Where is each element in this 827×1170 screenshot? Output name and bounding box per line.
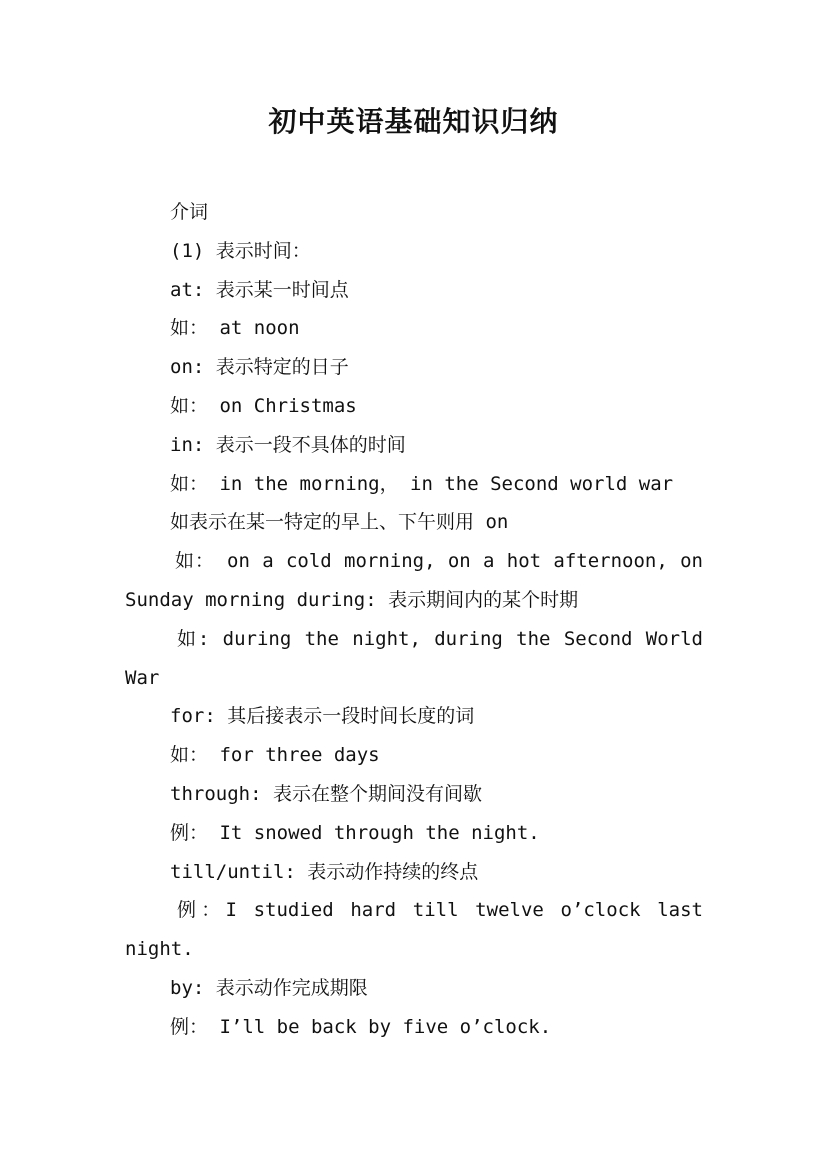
text-line: in: 表示一段不具体的时间: [170, 433, 406, 456]
heading-prepositions: 介词: [170, 201, 209, 223]
text-line: through: 表示在整个期间没有间歇: [170, 782, 482, 805]
section-time-heading: (1) 表示时间：: [170, 239, 311, 262]
example-line: 如: during the night, during the Second World: [177, 627, 703, 650]
text-line: night.: [125, 938, 194, 961]
text-line: at: 表示某一时间点: [170, 278, 349, 301]
example-line: 例：I studied hard till twelve o’clock last: [177, 899, 703, 922]
text-line: by: 表示动作完成期限: [170, 976, 368, 999]
text-line: for: 其后接表示一段时间长度的词: [170, 705, 475, 728]
text-line: War: [125, 666, 160, 689]
example-line: 如： at noon: [170, 317, 300, 340]
example-line: 如： for three days: [170, 744, 380, 767]
text-line: 如表示在某一特定的早上、下午则用 on: [170, 511, 509, 534]
text-line: till/until: 表示动作持续的终点: [170, 860, 479, 883]
example-line: 例： I’ll be back by five o’clock.: [170, 1015, 552, 1038]
example-line: 如： on a cold morning, on a hot afternoon, on: [175, 550, 703, 573]
document-title: 初中英语基础知识归纳: [268, 105, 559, 138]
example-line: 如： on Christmas: [170, 394, 357, 417]
example-line: 如： in the morning， in the Second world war: [170, 472, 674, 495]
document-body: [125, 193, 703, 1047]
text-line: Sunday morning during: 表示期间内的某个时期: [125, 588, 579, 611]
example-line: 例： It snowed through the night.: [170, 821, 540, 844]
text-line: on: 表示特定的日子: [170, 356, 349, 379]
